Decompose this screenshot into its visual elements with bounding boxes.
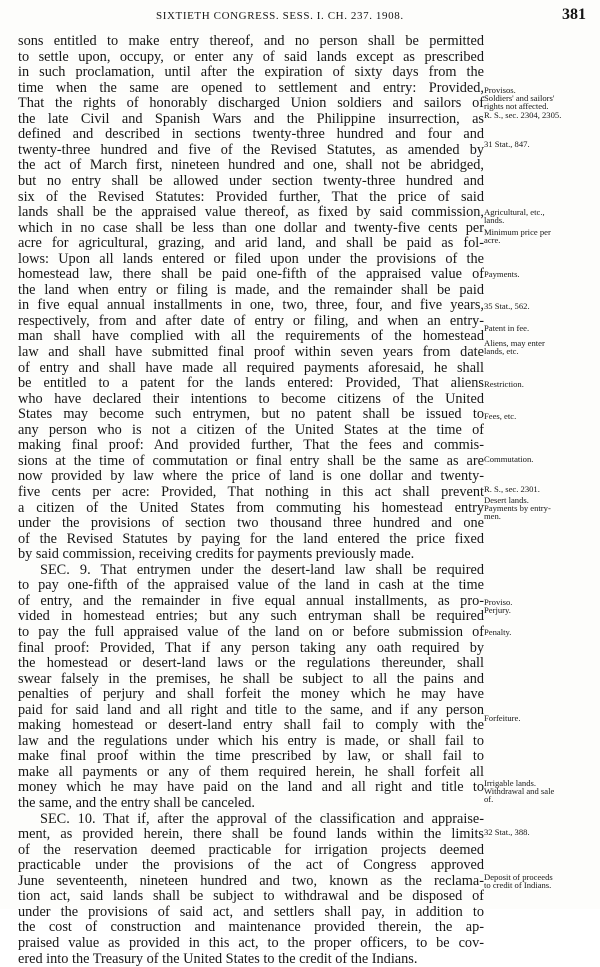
body-line: which in no case shall be less than one dollar and twenty-five cents per — [18, 220, 484, 236]
body-line: money which he may have paid on the land and all right and title to — [18, 780, 484, 796]
body-line: acre for agricultural, grazing, and arid land, and shall be paid as fol- — [18, 236, 484, 252]
running-head: SIXTIETH CONGRESS. SESS. I. CH. 237. 1908. — [156, 10, 404, 22]
body-line: six of the Revised Statutes: Provided further, That the price of said — [18, 189, 484, 205]
body-line: the land when entry or filing is made, and the remainder shall be paid — [18, 282, 484, 298]
body-line: law and the regulations under which his entry is made, or shall fail to — [18, 733, 484, 749]
margin-note: R. S., sec. 2301. — [484, 485, 540, 494]
body-line: final proof: Provided, That if any person taking any oath required by — [18, 640, 484, 656]
margin-note: R. S., sec. 2304, 2305. — [484, 111, 562, 120]
margin-note: Withdrawal and sale — [484, 787, 555, 796]
margin-note: lands. — [484, 216, 505, 225]
body-line: SEC. 10. That if, after the approval of the classification and appraise- — [40, 811, 484, 827]
body-line: any person who is not a citizen of the United States at the time of — [18, 422, 484, 438]
body-line: of entry, and the remainder in five equal annual installments, as pro- — [18, 593, 484, 609]
margin-note: lands, etc. — [484, 347, 519, 356]
body-line: by said commission, receiving credits for payments previously made. — [18, 547, 415, 563]
body-line: now provided by law where the price of land is one dollar and twenty- — [18, 469, 484, 485]
body-line: man shall have complied with all the requirements of the homestead — [18, 329, 484, 345]
body-line: make all payments or any of them required herein, he shall forfeit all — [18, 764, 484, 780]
body-line: States may become such entrymen, but no patent shall be issued to — [18, 407, 484, 423]
body-line: homestead law, there shall be paid one-fifth of the appraised value of — [18, 267, 484, 283]
body-line: to settle upon, occupy, or enter any of said lands except as prescribed — [18, 49, 484, 65]
margin-note: Perjury. — [484, 606, 511, 615]
margin-note: Agricultural, etc., — [484, 208, 545, 217]
margin-note: Fees, etc. — [484, 412, 517, 421]
margin-note: Minimum price per — [484, 228, 551, 237]
margin-note: Soldiers' and sailors' — [484, 94, 555, 103]
body-line: of entry and shall have made all required payments aforesaid, he shall — [18, 360, 484, 376]
body-line: the cost of construction and maintenance provided therein, the ap- — [18, 920, 484, 936]
margin-note: Patent in fee. — [484, 324, 530, 333]
body-line: tion act, said lands shall be subject to withdrawal and be disposed of — [18, 889, 484, 905]
margin-note: to credit of Indians. — [484, 881, 552, 890]
margin-note: Commutation. — [484, 455, 534, 464]
body-line: making homestead or desert-land entry shall fail to comply with the — [18, 718, 484, 734]
body-line: who have declared their intentions to become citizens of the United — [18, 391, 484, 407]
margin-note: men. — [484, 512, 501, 521]
body-line: That the rights of honorably discharged Union soldiers and sailors of — [18, 96, 484, 112]
body-line: law and shall have submitted final proof within seven years from date — [18, 345, 484, 360]
body-line: the late Civil and Spanish Wars and the Philippine insurrection, as — [18, 111, 484, 127]
body-line: ment, as provided herein, there shall be found lands within the limits — [18, 827, 484, 843]
body-line: sons entitled to make entry thereof, and no person shall be permitted — [18, 34, 484, 49]
body-line: a citizen of the United States from commuting his homestead entry — [18, 500, 484, 516]
margin-note: of. — [484, 795, 494, 804]
body-line: in such proclamation, until after the expiration of sixty days from the — [18, 65, 484, 81]
body-line: practicable under the provisions of the act of Congress approved — [18, 858, 484, 874]
page-number: 381 — [562, 6, 586, 23]
margin-note: Deposit of proceeds — [484, 873, 553, 882]
margin-note: Penalty. — [484, 628, 512, 637]
margin-notes — [484, 0, 596, 909]
body-line: penalties of perjury and shall forfeit the money which he may have — [18, 687, 484, 703]
body-line: ered into the Treasury of the United States to the credit of the Indians. — [18, 951, 418, 967]
body-line: but no entry shall be allowed under section twenty-three hundred and — [18, 174, 484, 189]
body-line: sions at the time of commutation or final entry shall be the same as are — [18, 453, 484, 469]
body-line: in five equal annual installments in one, two, three, four, and five years, — [18, 298, 484, 314]
margin-note: Irrigable lands. — [484, 779, 537, 788]
margin-note: acre. — [484, 236, 501, 245]
body-line: under the provisions of said act, and settlers shall pay, in addition to — [18, 904, 484, 920]
margin-note: Payments. — [484, 270, 520, 279]
margin-note: Payments by entry- — [484, 504, 551, 513]
margin-note: Provisos. — [484, 86, 516, 95]
body-line: defined and described in sections twenty-three hundred and four and — [18, 127, 484, 143]
body-line: swear falsely in the premises, he shall be subject to all the pains and — [18, 671, 484, 687]
body-line: to pay one-fifth of the appraised value of the land in cash at the time — [18, 578, 484, 594]
body-line: the homestead or desert-land laws or the regulations thereunder, shall — [18, 656, 484, 671]
body-line: five cents per acre: Provided, That nothing in this act shall prevent — [18, 485, 484, 500]
body-line: the same, and the entry shall be canceled. — [18, 796, 255, 811]
body-line: SEC. 9. That entrymen under the desert-land law shall be required — [40, 562, 484, 578]
body-line: lows: Upon all lands entered or filed upon under the provisions of the — [18, 251, 484, 267]
body-line: respectively, from and after date of entry or filing, and when an entry- — [18, 313, 484, 329]
body-line: time when the same are opened to settlement and entry: Provided, — [18, 80, 484, 96]
body-line: paid for said land and all right and title to the same, and if any person — [18, 702, 484, 718]
margin-note: Aliens, may enter — [484, 339, 545, 348]
body-line: lands shall be the appraised value thereof, as fixed by said commission, — [18, 205, 484, 221]
body-line: be entitled to a patent for the lands entered: Provided, That aliens — [18, 376, 484, 392]
margin-note: Restriction. — [484, 380, 524, 389]
margin-note: 32 Stat., 388. — [484, 828, 530, 837]
body-line: to pay the full appraised value of the land on or before submission of — [18, 624, 484, 640]
body-line: the act of March first, nineteen hundred and one, shall not be abridged, — [18, 158, 484, 174]
body-line: twenty-three hundred and five of the Revised Statutes, as amended by — [18, 142, 484, 158]
body-line: vided in homestead entries; but any such entryman shall be required — [18, 609, 484, 625]
body-line: under the provisions of section two thousand three hundred and one — [18, 516, 484, 532]
margin-note: 31 Stat., 847. — [484, 140, 530, 149]
body-line: making final proof: And provided further, That the fees and commis- — [18, 438, 484, 454]
body-line: praised value as provided in this act, to the proper officers, to be cov- — [18, 935, 484, 951]
body-line: of the Revised Statutes by paying for the land entered the price fixed — [18, 531, 484, 547]
margin-note: Desert lands. — [484, 496, 529, 505]
body-line: make final proof within the time prescribed by law, or shall fail to — [18, 749, 484, 765]
margin-note: Forfeiture. — [484, 714, 521, 723]
margin-note: Proviso. — [484, 598, 513, 607]
body-line: of the reservation deemed practicable for irrigation projects deemed — [18, 842, 484, 858]
margin-note: rights not affected. — [484, 102, 549, 111]
margin-note: 35 Stat., 562. — [484, 302, 530, 311]
body-line: June seventeenth, nineteen hundred and two, known as the reclama- — [18, 873, 484, 889]
